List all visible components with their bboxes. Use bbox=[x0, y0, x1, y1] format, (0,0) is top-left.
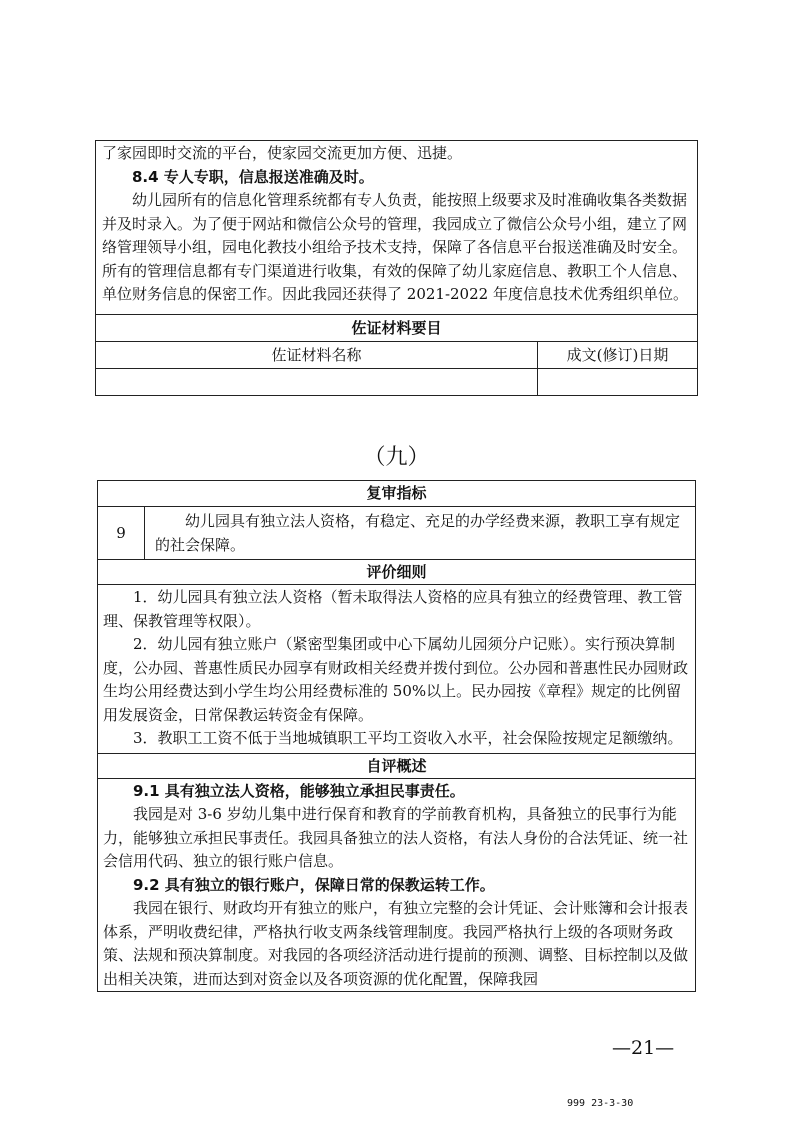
review-text: 幼儿园具有独立法人资格，有稳定、充足的办学经费来源，教职工享有规定的社会保障。 bbox=[155, 512, 681, 554]
page-number: —21— bbox=[612, 1037, 675, 1059]
paragraph-9-2: 我园在银行、财政均开有独立的账户，有独立完整的会计凭证、会计账簿和会计报表体系，严明收费纪律，严格执行收支两条线管理制度。我园严格执行上级的各项财务政策、法规和预决算制度。对我园的各项经济活动进行提前的预测、调整、目标控制以及做出相关决策，进而达到对资金以及各项资源的优化配置，保障我园 bbox=[103, 899, 689, 988]
empty-cell-date bbox=[538, 369, 698, 396]
heading-9-2: 9.2 具有独立的银行账户，保障日常的保教运转工作。 bbox=[133, 875, 495, 894]
self-eval-header: 自评概述 bbox=[98, 753, 696, 778]
review-header: 复审指标 bbox=[98, 481, 696, 507]
heading-9-1: 9.1 具有独立法人资格，能够独立承担民事责任。 bbox=[133, 781, 465, 800]
empty-cell-name bbox=[96, 369, 538, 396]
criteria-item-2: 2．幼儿园有独立账户（紧密型集团或中心下属幼儿园须分户记账）。实行预决算制度，公办园、普惠性质民办园享有财政相关经费并拨付到位。公办园和普惠性民办园财政生均公用经费达到小学生均公用经费标准的 50%以上。民办园按《章程》规定的比例留用发展资金，日常保教运转资金有保障。 bbox=[103, 635, 689, 724]
continued-line: 了家园即时交流的平台，使家园交流更加方便、迅捷。 bbox=[102, 144, 463, 162]
section-title: （九） bbox=[363, 445, 430, 470]
evidence-table-8 bbox=[95, 140, 698, 396]
self-eval-cell bbox=[98, 778, 696, 992]
column-date: 成文(修订)日期 bbox=[538, 342, 698, 369]
review-text-cell bbox=[145, 507, 696, 560]
paragraph-9-1: 我园是对 3-6 岁幼儿集中进行保育和教育的学前教育机构，具备独立的民事行为能力，能够独立承担民事责任。我园具备独立的法人资格，有法人身份的合法凭证、统一社会信用代码、独立的银行账户信息。 bbox=[103, 805, 689, 870]
review-table-9 bbox=[97, 480, 696, 992]
evidence-header: 佐证材料要目 bbox=[96, 315, 698, 342]
criteria-cell bbox=[98, 585, 696, 754]
index-number: 9 bbox=[98, 507, 145, 560]
footer-stamp: 999 23-3-30 bbox=[567, 1098, 634, 1109]
criteria-header: 评价细则 bbox=[98, 560, 696, 585]
column-material-name: 佐证材料名称 bbox=[96, 342, 538, 369]
criteria-item-3: 3．教职工工资不低于当地城镇职工平均工资收入水平，社会保险按规定足额缴纳。 bbox=[133, 729, 683, 747]
self-eval-continued bbox=[96, 141, 698, 315]
criteria-item-1: 1．幼儿园具有独立法人资格（暂未取得法人资格的应具有独立的经费管理、教工管理、保教管理等权限）。 bbox=[103, 588, 683, 630]
paragraph-8-4: 幼儿园所有的信息化管理系统都有专人负责，能按照上级要求及时准确收集各类数据并及时录入。为了便于网站和微信公众号的管理，我园成立了微信公众号小组，建立了网络管理领导小组，园电化教技小组给予技术支持，保障了各信息平台报送准确及时安全。所有的管理信息都有专门渠道进行收集，有效的保障了幼儿家庭信息、教职工个人信息、单位财务信息的保密工作。因此我园还获得了 2021-2022 年度信息技术优秀组织单位。 bbox=[102, 191, 688, 303]
heading-8-4: 8.4 专人专职，信息报送准确及时。 bbox=[132, 167, 374, 186]
